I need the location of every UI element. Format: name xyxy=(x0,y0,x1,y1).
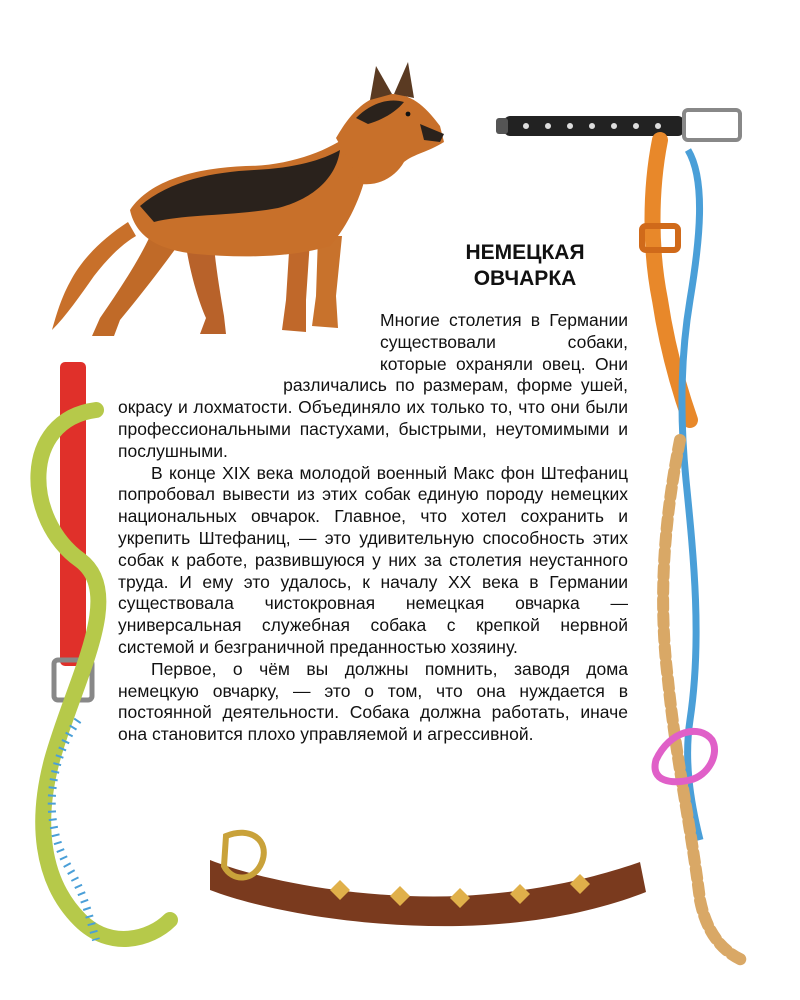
paragraph: Многие столетия в Германии существовали собаки, которые охраняли овец. Они различались по размерам, форме ушей, окрасу и лохматости. Объединяло их только то, что они были профессиональными пастухами, быстрыми, неутомимыми и послушными. xyxy=(118,310,628,461)
paragraph: Первое, о чём вы должны помнить, заводя дома немецкую овчарку, — это о том, что она нуждается в постоянной деятельности. Собака должна работать, иначе она становится плохо управляемой и агрессивной. xyxy=(118,658,628,745)
right-side-leashes-illustration xyxy=(642,140,742,960)
title-line: ОВЧАРКА xyxy=(473,267,577,290)
brown-studded-collar-illustration xyxy=(210,833,646,926)
article-body xyxy=(118,310,628,746)
title-line: НЕМЕЦКАЯ xyxy=(465,241,585,264)
text-wrap-spacer xyxy=(118,310,380,376)
german-shepherd-illustration xyxy=(52,62,444,336)
article-title xyxy=(400,240,650,292)
paragraph: В конце XIX века молодой военный Макс фон Штефаниц попробовал вывести из этих собак единую породу немецких национальных овчарок. Главное, что хотел сохранить и укрепить Штефаниц, — это удивительную способность этих собак к работе, развившуюся у них за столетия неустанного труда. И ему это удалось, к началу XX века в Германии существовала чистокровная немецкая овчарка — универсальная служебная собака с крепкой нервной системой и безграничной преданностью хозяину. xyxy=(118,462,628,657)
black-studded-collar-illustration xyxy=(496,110,740,140)
